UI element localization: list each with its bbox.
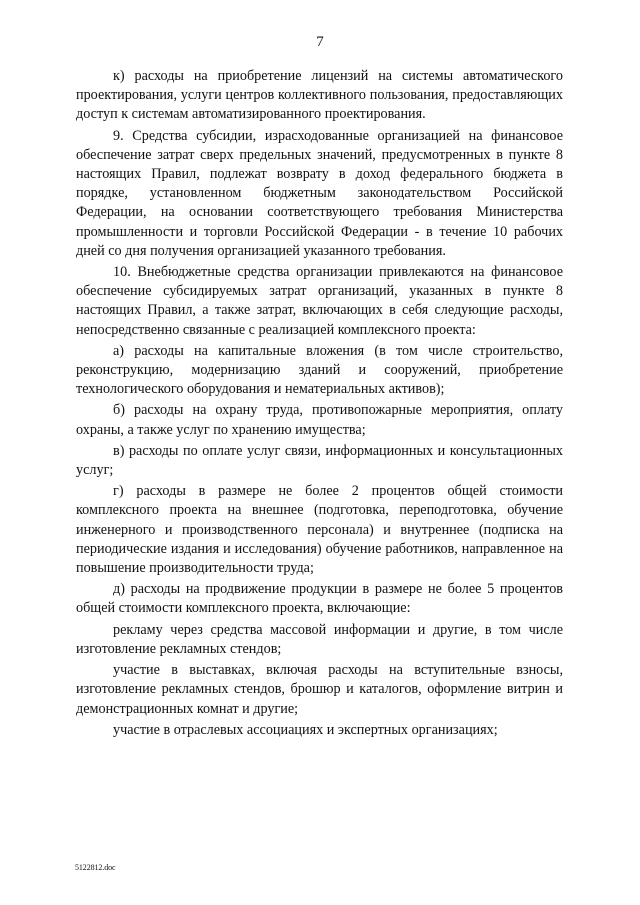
paragraph-item-v: в) расходы по оплате услуг связи, информационных и консультационных услуг; <box>76 442 563 479</box>
document-body <box>76 67 563 742</box>
footer-file-name: 5122812.doc <box>75 863 116 872</box>
paragraph-10: 10. Внебюджетные средства организации привлекаются на финансовое обеспечение субсидируемых затрат организаций, указанных в пункте 8 настоящих Правил, а также затрат, включающих в себя следующие расходы, непосредственно связанные с реализацией комплексного проекта: <box>76 264 563 338</box>
paragraph-advertising: рекламу через средства массовой информации и другие, в том числе изготовление рекламных стендов; <box>76 621 563 657</box>
paragraph-associations: участие в отраслевых ассоциациях и экспертных организациях; <box>113 721 498 738</box>
paragraph-9: 9. Средства субсидии, израсходованные организацией на финансовое обеспечение затрат сверх предельных значений, предусмотренных в пункте 8 настоящих Правил, подлежат возврату в доход федерального бюджета в порядке, установленном бюджетным законодательством Российской Федерации, на основании соответствующего требования Министерства промышленности и торговли Российской Федерации - в течение 10 рабочих дней со дня получения организацией указанного требования. <box>76 127 563 259</box>
paragraph-item-k: к) расходы на приобретение лицензий на системы автоматического проектирования, услуги центров коллективного пользования, предоставляющих доступ к системам автоматизированного проектирования. <box>76 68 563 123</box>
paragraph-item-g: г) расходы в размере не более 2 процентов общей стоимости комплексного проекта на внешнее (подготовка, переподготовка, обучение инженерного и производственного персонала) и внутреннее (подписка на периодические издания и исследования) обучение работников, направленное на повышение производительности труда; <box>76 483 563 577</box>
page-number: 7 <box>316 34 324 50</box>
paragraph-item-d: д) расходы на продвижение продукции в размере не более 5 процентов общей стоимости комплексного проекта, включающие: <box>76 581 563 617</box>
paragraph-item-b: б) расходы на охрану труда, противопожарные мероприятия, оплату охраны, а также услуг по хранению имущества; <box>76 402 563 438</box>
paragraph-exhibitions: участие в выставках, включая расходы на вступительные взносы, изготовление рекламных стендов, брошюр и каталогов, оформление витрин и демонстрационных комнат и другие; <box>76 662 563 717</box>
paragraph-item-a: а) расходы на капитальные вложения (в том числе строительство, реконструкцию, модернизацию зданий и сооружений, приобретение технологического оборудования и нематериальных активов); <box>76 342 563 398</box>
